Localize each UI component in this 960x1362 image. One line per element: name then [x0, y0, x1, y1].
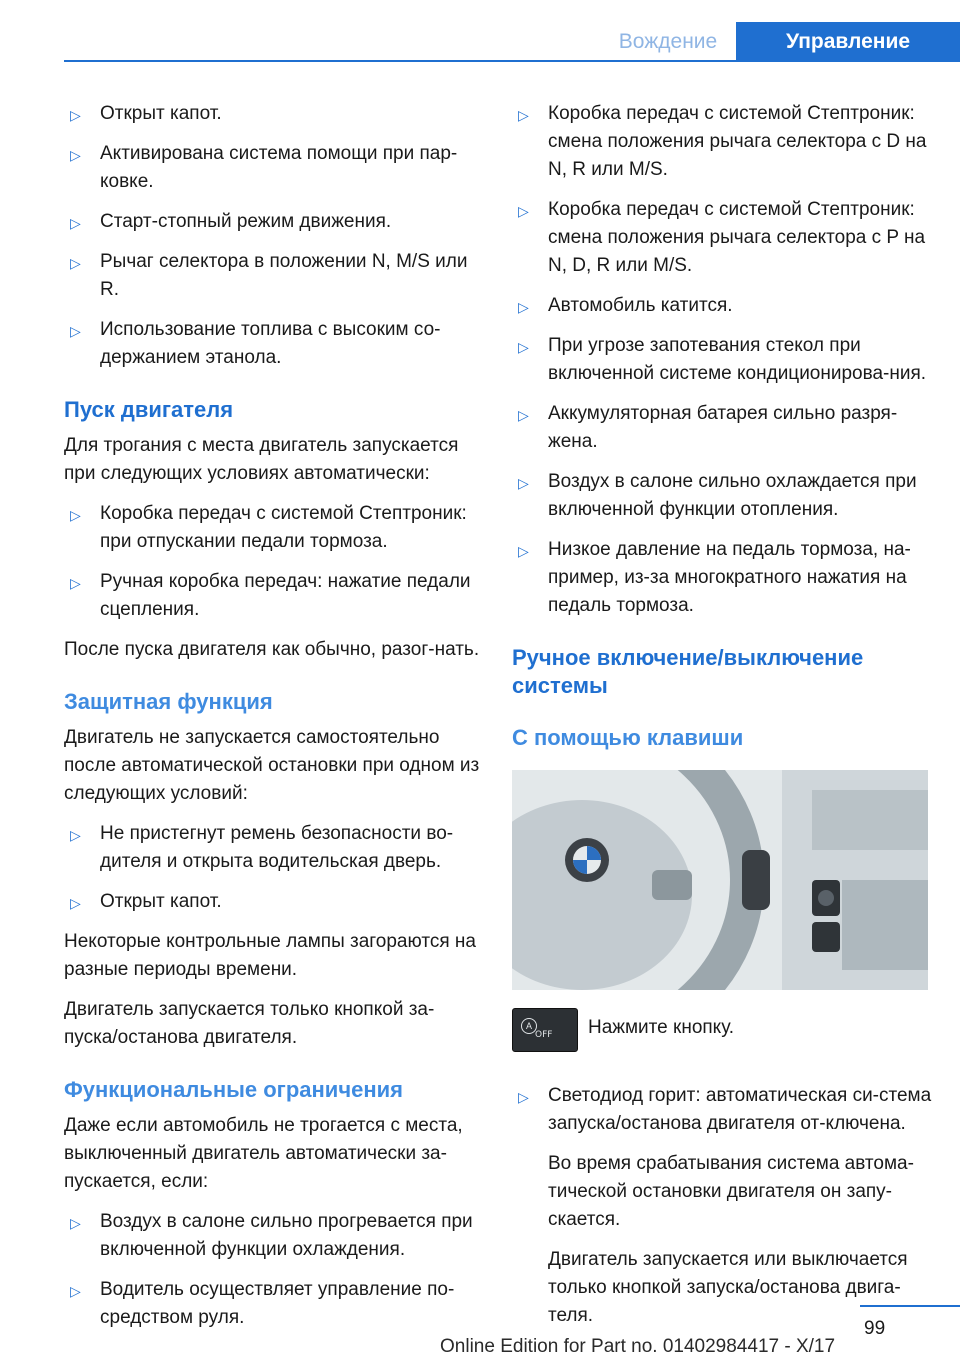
button-caption: Нажмите кнопку.	[588, 1017, 735, 1038]
bullet-triangle-icon: ▷	[518, 299, 529, 315]
footer-rule	[860, 1305, 960, 1307]
steering-wheel-illustration	[512, 770, 928, 990]
list-item: ▷ Активирована система помощи при пар‐ковке.	[70, 143, 458, 192]
bullet-triangle-icon: ▷	[70, 1215, 81, 1231]
left-column	[64, 100, 484, 1344]
paragraph: Двигатель запускается или выключается только кнопкой запуска/останова двига‐теля.	[548, 1249, 908, 1326]
heading-limitations: Функциональные ограничения	[64, 1077, 403, 1102]
list-item: ▷ Водитель осуществляет управление по‐средством руля.	[70, 1279, 455, 1328]
header-rule	[64, 60, 960, 62]
list-item: ▷ Старт-стопный режим движения.	[64, 208, 484, 236]
auto-start-stop-button[interactable]	[512, 1008, 578, 1052]
paragraph: Для трогания с места двигатель запускается при следующих условиях автоматически:	[64, 435, 459, 484]
bullet-triangle-icon: ▷	[70, 215, 81, 231]
paragraph: Двигатель запускается только кнопкой за‐пуска/останова двигателя.	[64, 999, 435, 1048]
bullet-triangle-icon: ▷	[70, 107, 81, 123]
list-item: ▷ Коробка передач с системой Стептроник: смена положения рычага селектора с P на N, D, R или M/S.	[518, 199, 926, 276]
paragraph: Даже если автомобиль не трогается с места, выключенный двигатель автоматически за‐пускается, если:	[64, 1115, 463, 1192]
bullet-triangle-icon: ▷	[70, 1283, 81, 1299]
button-row	[512, 1008, 932, 1064]
bullet-triangle-icon: ▷	[518, 107, 529, 123]
list-item: ▷ Светодиод горит: автоматическая си‐стема запуска/останова двигателя от‐ключена.	[518, 1085, 932, 1134]
list-item: ▷ Использование топлива с высоким со‐держанием этанола.	[70, 319, 441, 368]
heading-with-button: С помощью клавиши	[512, 725, 744, 750]
page-number: 99	[864, 1318, 886, 1339]
list-item: ▷ Рычаг селектора в положении N, M/S или R.	[70, 251, 468, 300]
list-item: ▷ Автомобиль катится.	[512, 292, 932, 320]
list-item: ▷ Низкое давление на педаль тормоза, на‐пример, из-за многократного нажатия на педаль тормоза.	[518, 539, 911, 616]
bullet-triangle-icon: ▷	[518, 1089, 529, 1105]
list-item: ▷ При угрозе запотевания стекол при включенной системе кондиционирова‐ния.	[518, 335, 927, 384]
list-item: ▷ Открыт капот.	[64, 100, 484, 128]
auto-symbol-icon: A	[521, 1018, 537, 1034]
bullet-triangle-icon: ▷	[518, 475, 529, 491]
tab-driving[interactable]: Вождение	[618, 30, 718, 53]
bullet-triangle-icon: ▷	[518, 543, 529, 559]
bullet-triangle-icon: ▷	[70, 827, 81, 843]
off-label: OFF	[535, 1030, 553, 1040]
steering-wheel-photo	[512, 770, 928, 990]
bullet-triangle-icon: ▷	[70, 147, 81, 163]
bullet-triangle-icon: ▷	[70, 323, 81, 339]
list-item: ▷ Не пристегнут ремень безопасности во‐дителя и открыта водительская дверь.	[70, 823, 454, 872]
heading-engine-start: Пуск двигателя	[64, 397, 234, 422]
list-item: ▷ Ручная коробка передач: нажатие педали сцепления.	[70, 571, 471, 620]
paragraph: После пуска двигателя как обычно, разог‐нать.	[64, 639, 480, 660]
heading-protection: Защитная функция	[64, 689, 273, 714]
paragraph: Некоторые контрольные лампы загораются на разные периоды времени.	[64, 931, 476, 980]
heading-manual-toggle: Ручное включение/выключение системы	[512, 645, 864, 698]
list-item: ▷ Аккумуляторная батарея сильно разря‐жена.	[518, 403, 898, 452]
bullet-triangle-icon: ▷	[518, 339, 529, 355]
bullet-triangle-icon: ▷	[70, 895, 81, 911]
list-item: ▷ Коробка передач с системой Стептроник: смена положения рычага селектора с D на N, R или M/S.	[518, 103, 927, 180]
bullet-triangle-icon: ▷	[70, 507, 81, 523]
list-item: ▷ Воздух в салоне сильно прогревается при включенной функции охлаждения.	[70, 1211, 473, 1260]
tab-controls[interactable]: Управление	[736, 22, 960, 62]
list-item: ▷ Воздух в салоне сильно охлаждается при включенной функции отопления.	[518, 471, 917, 520]
bullet-triangle-icon: ▷	[70, 575, 81, 591]
footer-edition: Online Edition for Part no. 01402984417 - X/17	[440, 1336, 836, 1357]
list-item: ▷ Коробка передач с системой Стептроник: при отпускании педали тормоза.	[70, 503, 467, 552]
paragraph: Двигатель не запускается самостоятельно после автоматической остановки при одном из следующих условий:	[64, 727, 480, 804]
bullet-triangle-icon: ▷	[70, 255, 81, 271]
list-item: ▷ Открыт капот.	[64, 888, 484, 916]
bullet-triangle-icon: ▷	[518, 407, 529, 423]
bullet-triangle-icon: ▷	[518, 203, 529, 219]
right-column	[512, 100, 932, 1342]
paragraph: Во время срабатывания система автома‐тической остановки двигателя он запу‐скается.	[548, 1153, 914, 1230]
